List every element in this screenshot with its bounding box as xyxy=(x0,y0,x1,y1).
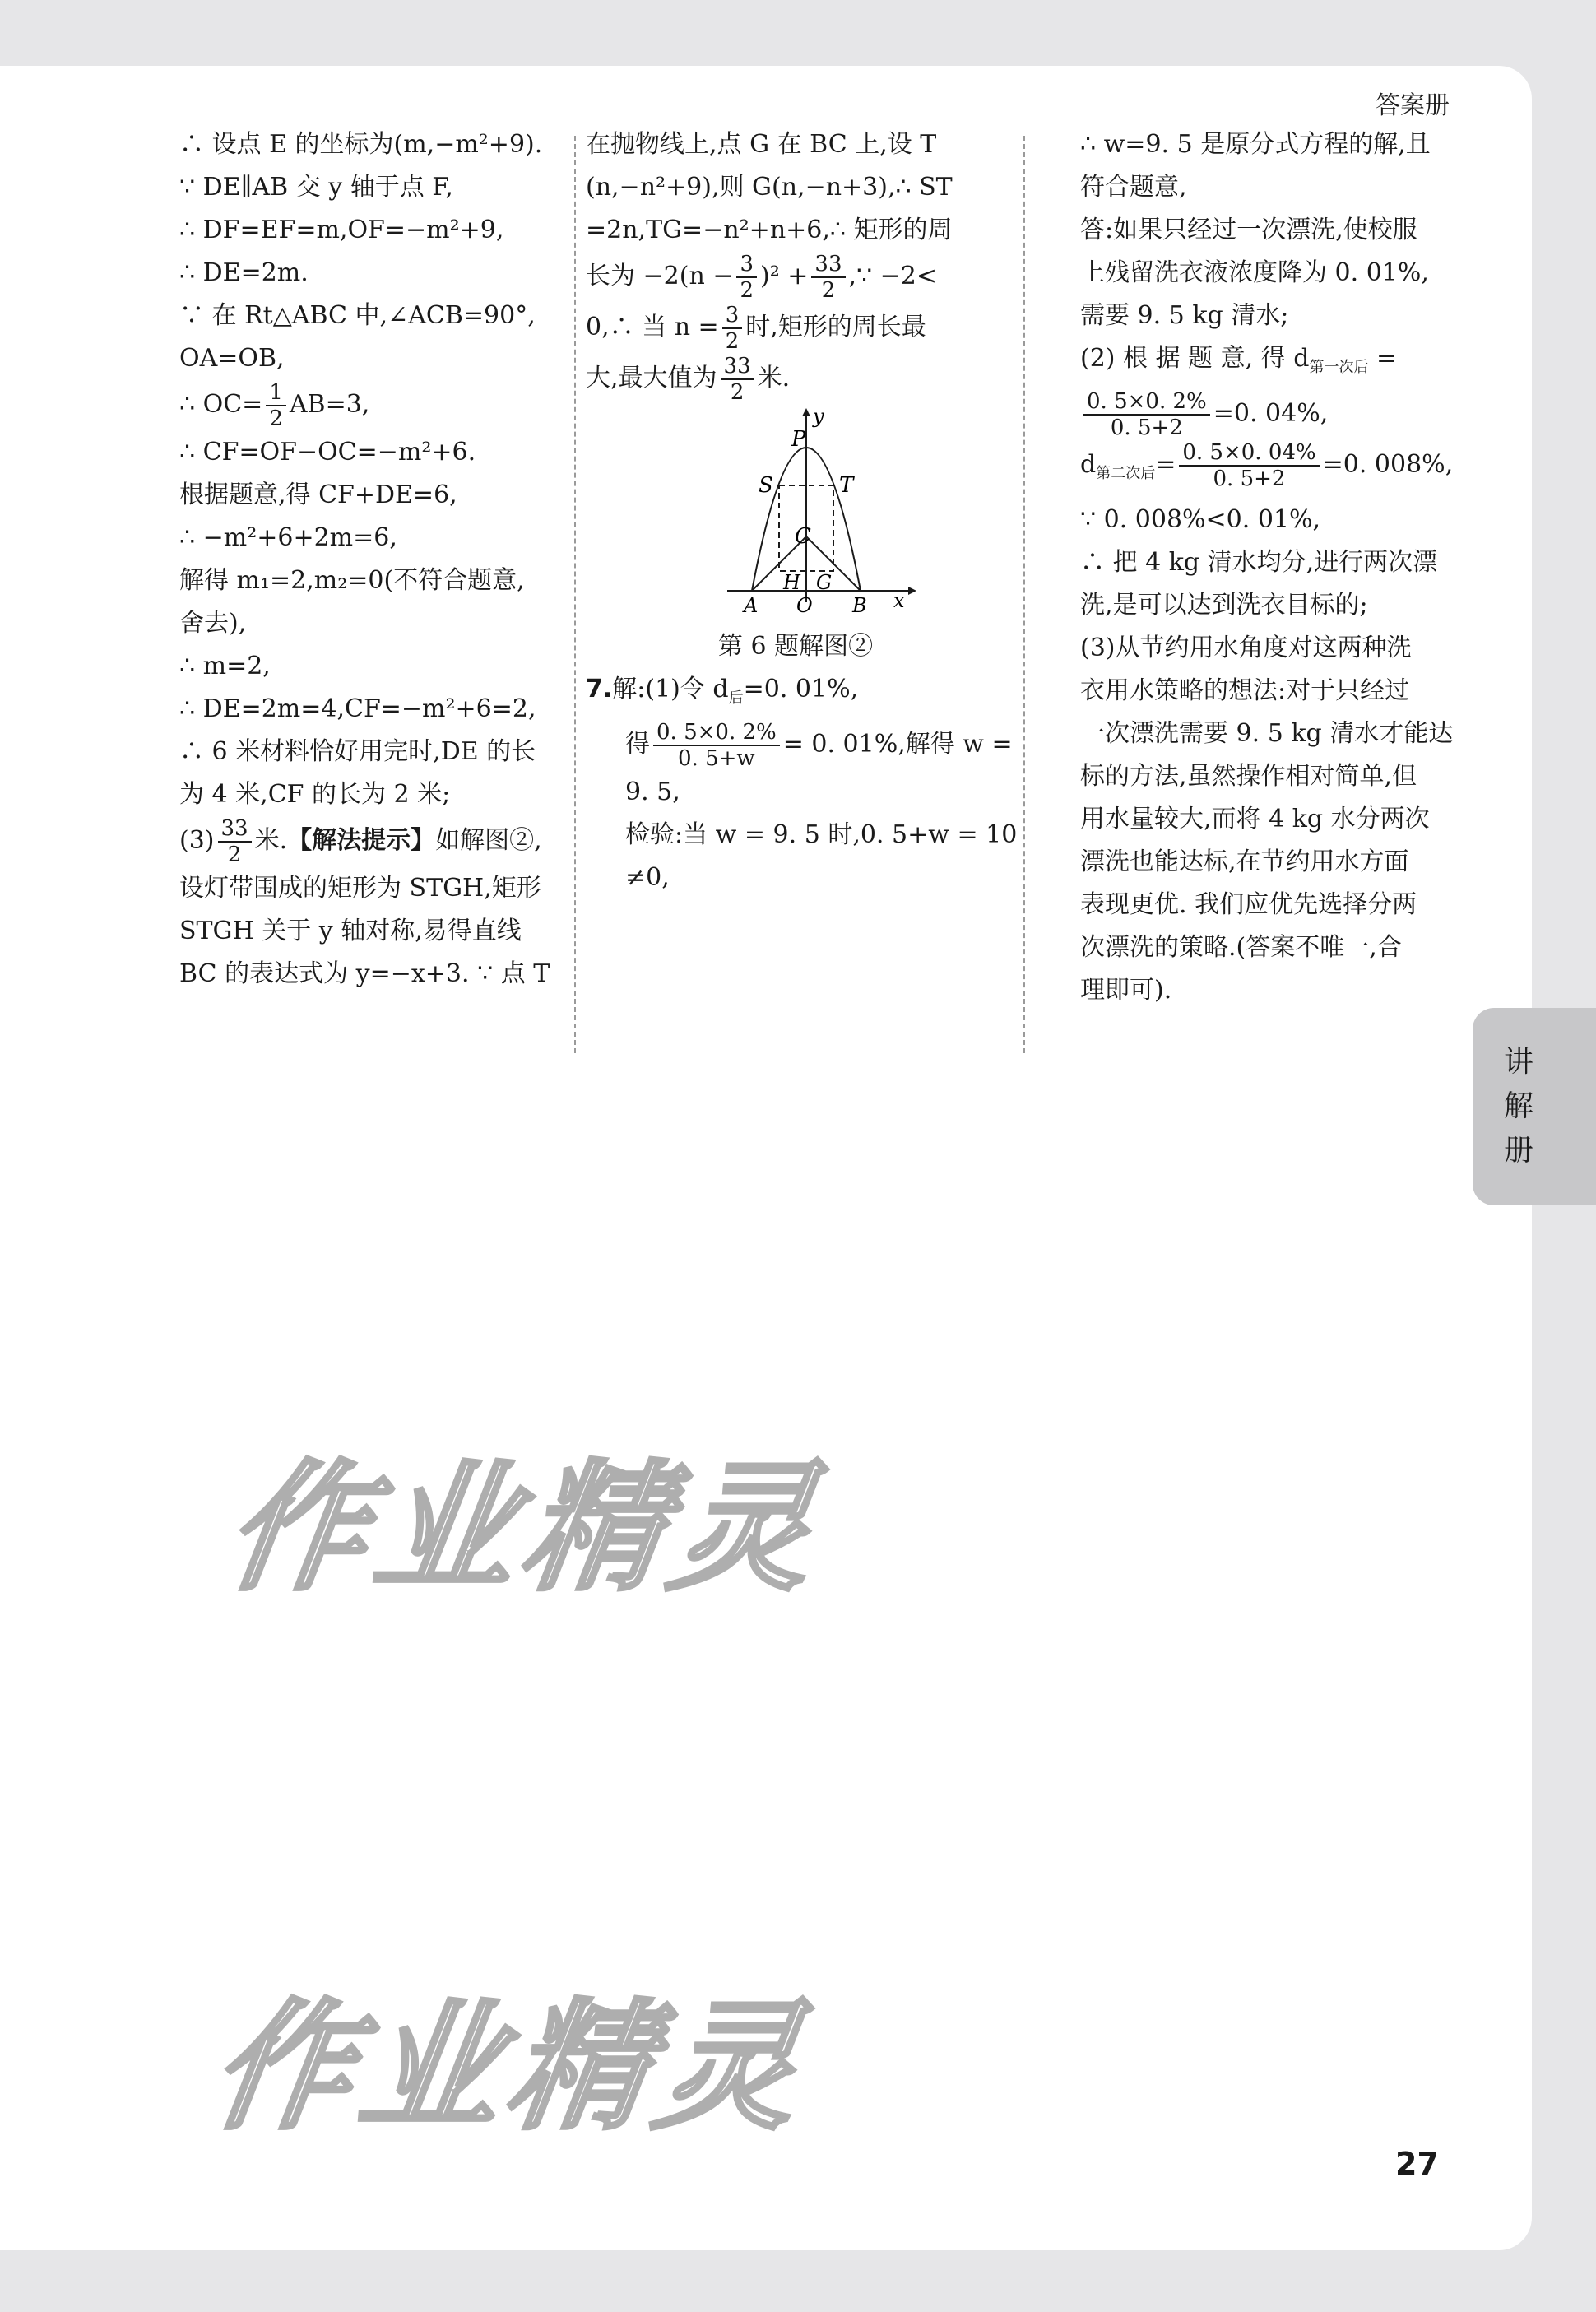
text-line xyxy=(1080,337,1467,389)
section-side-tab[interactable] xyxy=(1473,1008,1596,1205)
text-line xyxy=(586,720,1013,771)
column-3 xyxy=(1080,123,1467,1012)
label-c: C xyxy=(795,524,811,549)
text-line: ∴ CF=OF−OC=−m²+6. xyxy=(179,438,476,467)
text-line: 理即可). xyxy=(1080,976,1172,1005)
fraction-numerator: 0. 5×0. 2% xyxy=(653,720,780,746)
fraction-denominator: 2 xyxy=(227,843,242,867)
text-line: 需要 9. 5 kg 清水; xyxy=(1080,301,1289,330)
label-t: T xyxy=(839,473,854,498)
text-line: (n,−n²+9),则 G(n,−n+3),∴ ST xyxy=(586,173,953,202)
text-line: 次漂洗的策略.(答案不唯一,合 xyxy=(1080,933,1402,962)
text-line: ∵ 在 Rt△ABC 中,∠ACB=90°, xyxy=(179,301,536,330)
fraction xyxy=(736,252,757,303)
text-line xyxy=(586,252,1005,303)
fraction-denominator: 2 xyxy=(725,329,740,354)
text-segment: 0,∴ 当 n = xyxy=(586,313,719,341)
text-line: 上残留洗衣液浓度降为 0. 01%, xyxy=(1080,258,1429,287)
column-2 xyxy=(586,123,1018,899)
text-line xyxy=(586,354,1005,405)
label-p: P xyxy=(791,427,806,452)
fraction-denominator: 0. 5+w xyxy=(678,746,755,771)
text-segment: =0. 01%, xyxy=(743,675,859,703)
text-segment: )² + xyxy=(760,262,809,290)
text-line: 为 4 米,CF 的长为 2 米; xyxy=(179,780,451,809)
text-line: 衣用水策略的想法:对于只经过 xyxy=(1080,676,1410,705)
side-tab-char: 讲 xyxy=(1503,1045,1533,1079)
fraction-numerator: 33 xyxy=(218,816,252,843)
subscript: 第一次后 xyxy=(1309,359,1369,376)
label-g: G xyxy=(816,571,833,594)
text-line: ∴ 把 4 kg 清水均分,进行两次漂 xyxy=(1080,548,1438,577)
subscript: 第二次后 xyxy=(1096,465,1156,482)
text-segment: (2) 根 据 题 意, 得 d xyxy=(1080,344,1310,373)
text-segment: 如解图②, xyxy=(435,826,542,855)
fraction xyxy=(653,720,780,771)
text-line xyxy=(1080,440,1467,499)
text-line: ∴ m=2, xyxy=(179,652,271,680)
text-segment: (3) xyxy=(179,826,215,855)
text-line: ∵ DE∥AB 交 y 轴于点 F, xyxy=(179,173,453,202)
text-segment: 大,最大值为 xyxy=(586,364,717,392)
label-h: H xyxy=(783,571,800,594)
label-b: B xyxy=(852,594,867,617)
fraction-numerator: 0. 5×0. 04% xyxy=(1179,440,1319,467)
fraction-denominator: 2 xyxy=(821,278,836,303)
x-axis-arrow xyxy=(908,587,916,595)
text-segment: 米. xyxy=(254,826,288,855)
question-number: 7. xyxy=(586,675,613,703)
watermark: 作业精灵 xyxy=(216,1447,833,1610)
text-segment: 时,矩形的周长最 xyxy=(745,313,926,341)
text-segment: 得 xyxy=(625,730,650,759)
text-line: =2n,TG=−n²+n+6,∴ 矩形的周 xyxy=(586,216,953,244)
text-segment: 解:(1)令 d xyxy=(612,675,729,703)
label-x: x xyxy=(893,589,905,612)
fraction-numerator: 1 xyxy=(266,380,286,406)
text-line xyxy=(179,380,554,431)
text-segment: ,∵ −2< xyxy=(848,262,938,290)
column-divider xyxy=(1023,136,1025,1053)
text-line xyxy=(586,303,1005,354)
label-y: y xyxy=(813,405,824,428)
fraction-denominator: 0. 5+2 xyxy=(1213,467,1286,491)
text-line: 设灯带围成的矩形为 STGH,矩形 xyxy=(179,874,541,903)
subscript: 后 xyxy=(728,689,744,707)
text-segment: 长为 −2(n − xyxy=(586,262,734,290)
text-line: 表现更优. 我们应优先选择分两 xyxy=(1080,890,1417,919)
text-line: 符合题意, xyxy=(1080,173,1187,202)
label-a: A xyxy=(744,594,759,617)
text-line: 一次漂洗需要 9. 5 kg 清水才能达 xyxy=(1080,719,1454,748)
text-line: ∴ DE=2m. xyxy=(179,258,309,287)
fraction xyxy=(266,380,286,431)
fraction xyxy=(218,816,252,867)
text-line: ∴ w=9. 5 是原分式方程的解,且 xyxy=(1080,130,1431,159)
page-number: 27 xyxy=(1395,2146,1439,2182)
text-segment: = xyxy=(1368,344,1398,373)
text-line xyxy=(179,816,554,867)
fraction-numerator: 3 xyxy=(722,303,743,329)
solution-figure xyxy=(586,405,1005,668)
fraction-numerator: 0. 5×0. 2% xyxy=(1083,389,1210,416)
text-line: 漂洗也能达标,在节约用水方面 xyxy=(1080,847,1409,876)
text-line: ∵ 0. 008%<0. 01%, xyxy=(1080,505,1321,534)
text-line xyxy=(586,668,1005,720)
figure-caption: 第 6 题解图② xyxy=(717,632,874,661)
text-segment: =0. 04%, xyxy=(1213,399,1329,428)
text-line: BC 的表达式为 y=−x+3. ∵ 点 T xyxy=(179,959,550,988)
text-line: 舍去), xyxy=(179,609,247,638)
label-s: S xyxy=(759,473,773,498)
label-o: O xyxy=(796,594,813,617)
watermark: 作业精灵 xyxy=(202,1986,818,2149)
side-tab-char: 册 xyxy=(1503,1134,1533,1168)
text-segment: d xyxy=(1080,450,1097,479)
fraction xyxy=(811,252,845,303)
text-line: 在抛物线上,点 G 在 BC 上,设 T xyxy=(586,130,937,159)
text-line: 洗,是可以达到洗衣目标的; xyxy=(1080,591,1368,620)
text-line: (3)从节约用水角度对这两种洗 xyxy=(1080,634,1412,662)
text-line: ∴ DE=2m=4,CF=−m²+6=2, xyxy=(179,694,536,723)
column-divider xyxy=(574,136,576,1053)
text-line: 标的方法,虽然操作相对简单,但 xyxy=(1080,762,1417,791)
fraction-denominator: 2 xyxy=(740,278,754,303)
text-segment: ∴ OC= xyxy=(179,390,263,419)
fraction-denominator: 2 xyxy=(269,406,283,431)
text-segment: AB=3, xyxy=(289,390,370,419)
text-line: ∴ 设点 E 的坐标为(m,−m²+9). xyxy=(179,130,543,159)
side-tab-char: 解 xyxy=(1503,1089,1533,1123)
text-line: 检验:当 w = 9. 5 时,0. 5+w = 10 xyxy=(625,820,1018,849)
solution-tip-label: 【解法提示】 xyxy=(287,826,436,855)
text-line: STGH 关于 y 轴对称,易得直线 xyxy=(179,917,522,945)
text-line: ∴ DF=EF=m,OF=−m²+9, xyxy=(179,216,504,244)
parabola-diagram xyxy=(717,405,923,619)
fraction-denominator: 2 xyxy=(730,380,745,405)
fraction-numerator: 33 xyxy=(721,354,754,380)
text-line: 9. 5, xyxy=(625,778,680,806)
text-segment: 米. xyxy=(757,364,791,392)
fraction-numerator: 33 xyxy=(811,252,845,278)
fraction xyxy=(1083,389,1210,440)
text-line: 用水量较大,而将 4 kg 水分两次 xyxy=(1080,805,1430,833)
fraction xyxy=(1179,440,1319,491)
text-segment: = xyxy=(1155,450,1176,479)
column-1 xyxy=(179,123,554,996)
text-line: ∴ −m²+6+2m=6, xyxy=(179,523,397,552)
text-segment: = 0. 01%,解得 w = xyxy=(782,730,1013,759)
text-line: ∴ 6 米材料恰好用完时,DE 的长 xyxy=(179,737,536,766)
y-axis-arrow xyxy=(802,408,810,416)
fraction-numerator: 3 xyxy=(736,252,757,278)
text-line: ≠0, xyxy=(625,863,670,892)
text-line: 答:如果只经过一次漂洗,使校服 xyxy=(1080,216,1417,244)
text-line: 解得 m₁=2,m₂=0(不符合题意, xyxy=(179,566,525,595)
fraction-denominator: 0. 5+2 xyxy=(1110,416,1183,440)
book-label: 答案册 xyxy=(1376,91,1450,120)
text-line: 根据题意,得 CF+DE=6, xyxy=(179,481,457,509)
text-line: OA=OB, xyxy=(179,344,285,373)
text-segment: =0. 008%, xyxy=(1322,450,1454,479)
fraction xyxy=(721,354,754,405)
text-line xyxy=(1080,389,1467,440)
fraction xyxy=(722,303,743,354)
